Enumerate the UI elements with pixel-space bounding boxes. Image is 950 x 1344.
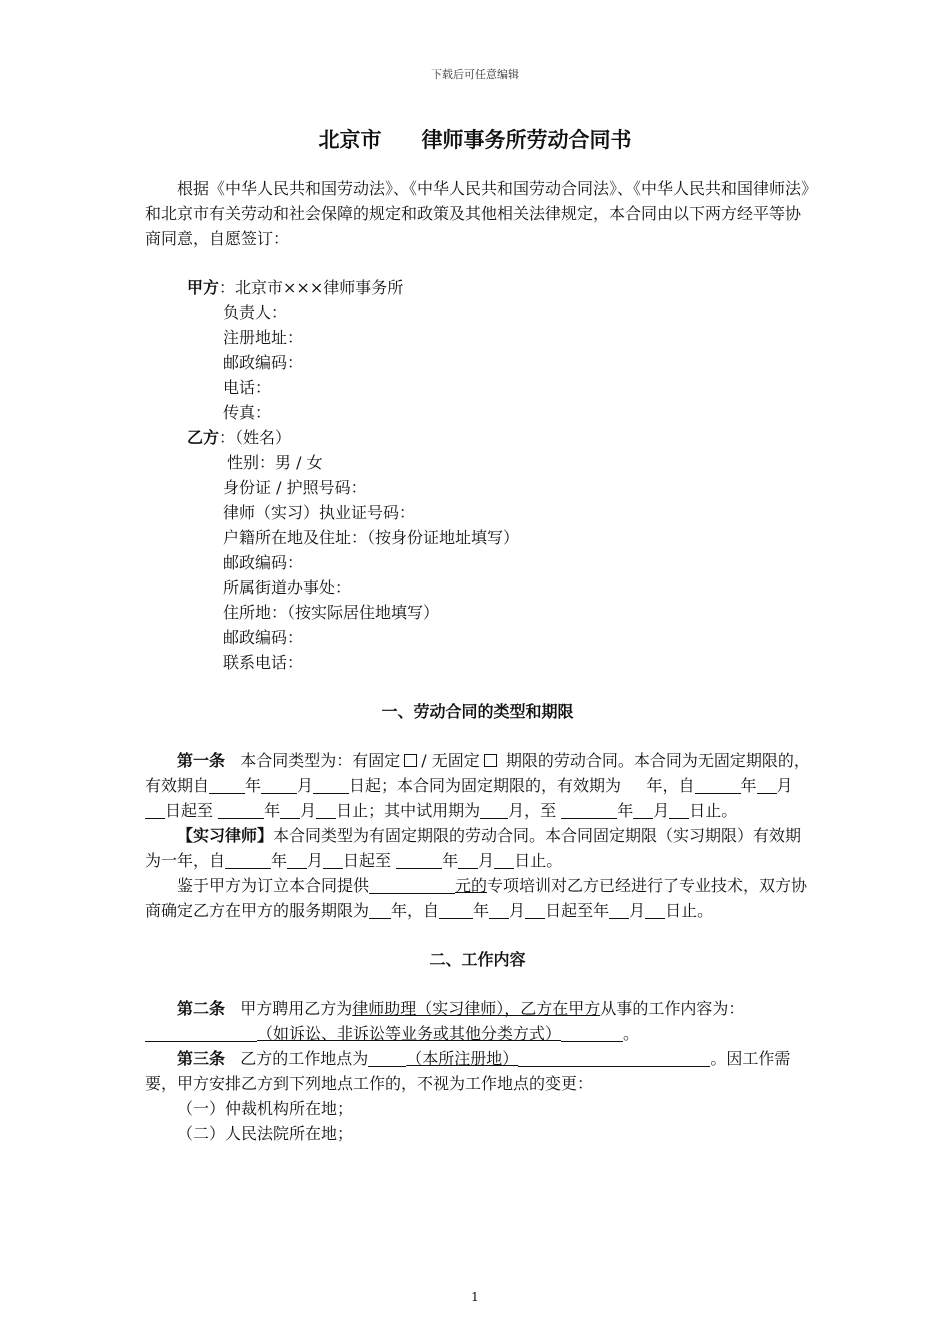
title-city: 北京市 [318, 128, 382, 152]
blank-field[interactable] [287, 850, 307, 869]
party-b-field: 邮政编码： [223, 628, 304, 647]
party-a: 甲方：北京市×××律师事务所 [187, 278, 404, 297]
blank-field[interactable] [494, 850, 514, 869]
party-b-field: 户籍所在地及住址：（按身份证地址填写） [223, 528, 520, 547]
party-b-field: 身份证 / 护照号码： [223, 478, 367, 497]
blank-field[interactable] [316, 800, 336, 819]
section-heading-2: 二、工作内容 [429, 950, 526, 969]
blank-field[interactable] [525, 900, 545, 919]
blank-field[interactable] [609, 900, 629, 919]
blank-field[interactable] [369, 875, 455, 894]
intro-paragraph: 根据《中华人民共和国劳动法》、《中华人民共和国劳动合同法》、《中华人民共和国律师法》和北京市有关劳动和社会保障的规定和政策及其他相关法律规定，本合同由以下两方经平等协商同意，自愿签订： [145, 179, 810, 248]
party-a-field: 负责人： [223, 303, 288, 322]
blank-field[interactable] [145, 800, 165, 819]
article-3: 第三条 乙方的工作地点为 （本所注册地） 。因工作需要，甲方安排乙方到下列地点工作的，不视为工作地点的变更： [145, 1049, 791, 1093]
page-header: 下载后可任意编辑 [431, 68, 519, 81]
blank-field[interactable] [218, 800, 264, 819]
page-title [0, 124, 950, 154]
blank-field[interactable] [280, 800, 300, 819]
title-main: 律师事务所劳动合同书 [421, 128, 632, 152]
blank-field[interactable] [225, 850, 271, 869]
blank-field[interactable] [261, 775, 297, 794]
page-number: 1 [471, 1290, 479, 1304]
article-2: 第二条 甲方聘用乙方为律师助理（实习律师），乙方在甲方从事的工作内容为：（如诉讼、非诉讼等业务或其他分类方式） 。 [145, 996, 810, 1046]
blank-field[interactable] [313, 775, 349, 794]
section-heading-1: 一、劳动合同的类型和期限 [381, 702, 574, 721]
checkbox-fixed[interactable] [404, 754, 417, 767]
blank-field[interactable] [396, 850, 442, 869]
blank-field[interactable] [561, 800, 617, 819]
party-a-field: 电话： [223, 378, 272, 397]
blank-field[interactable] [757, 775, 777, 794]
blank-field[interactable] [368, 1048, 406, 1067]
list-item: （二）人民法院所在地； [177, 1124, 354, 1143]
checkbox-nonfixed[interactable] [484, 754, 497, 767]
article-1: 第一条 本合同类型为：有固定 / 无固定 期限的劳动合同。本合同为无固定期限的，有效期自 年 月 日起；本合同为固定期限的，有效期为 年，自 年 月日起至 年 月 日止；其中试用期为 月，至 年 月 日止。 [145, 751, 810, 820]
blank-field[interactable] [323, 850, 343, 869]
party-b: 乙方：（姓名） [187, 428, 292, 447]
blank-field[interactable] [561, 1023, 623, 1042]
blank-field[interactable] [518, 1048, 710, 1067]
party-b-field: 性别：男 / 女 [227, 453, 323, 472]
document-body [145, 176, 810, 1146]
blank-field[interactable] [669, 800, 689, 819]
list-item: （一）仲裁机构所在地； [177, 1099, 354, 1118]
blank-field[interactable] [489, 900, 509, 919]
blank-field[interactable] [369, 900, 391, 919]
blank-field[interactable] [209, 775, 245, 794]
blank-field[interactable] [458, 850, 478, 869]
party-b-field: 邮政编码： [223, 553, 304, 572]
party-a-field: 传真： [223, 403, 272, 422]
party-b-field: 所属街道办事处： [223, 578, 352, 597]
party-a-field: 邮政编码： [223, 353, 304, 372]
blank-field[interactable] [480, 800, 508, 819]
blank-field[interactable] [633, 800, 653, 819]
training-clause: 鉴于甲方为订立本合同提供 元的专项培训对乙方已经进行了专业技术，双方协商确定乙方在甲方的服务期限为 年，自 年 月 日起至年 月 日止。 [145, 876, 808, 920]
party-b-field: 律师（实习）执业证号码： [223, 503, 416, 522]
blank-field[interactable] [145, 1023, 257, 1042]
blank-field[interactable] [439, 900, 473, 919]
party-b-field: 住所地：（按实际居住地填写） [223, 603, 440, 622]
intern-clause: 【实习律师】本合同类型为有固定期限的劳动合同。本合同固定期限（实习期限）有效期为一年，自 年 月 日起至 年 月 日止。 [145, 826, 802, 870]
blank-field[interactable] [695, 775, 741, 794]
party-a-field: 注册地址： [223, 328, 304, 347]
party-b-field: 联系电话： [223, 653, 304, 672]
blank-field[interactable] [645, 900, 665, 919]
